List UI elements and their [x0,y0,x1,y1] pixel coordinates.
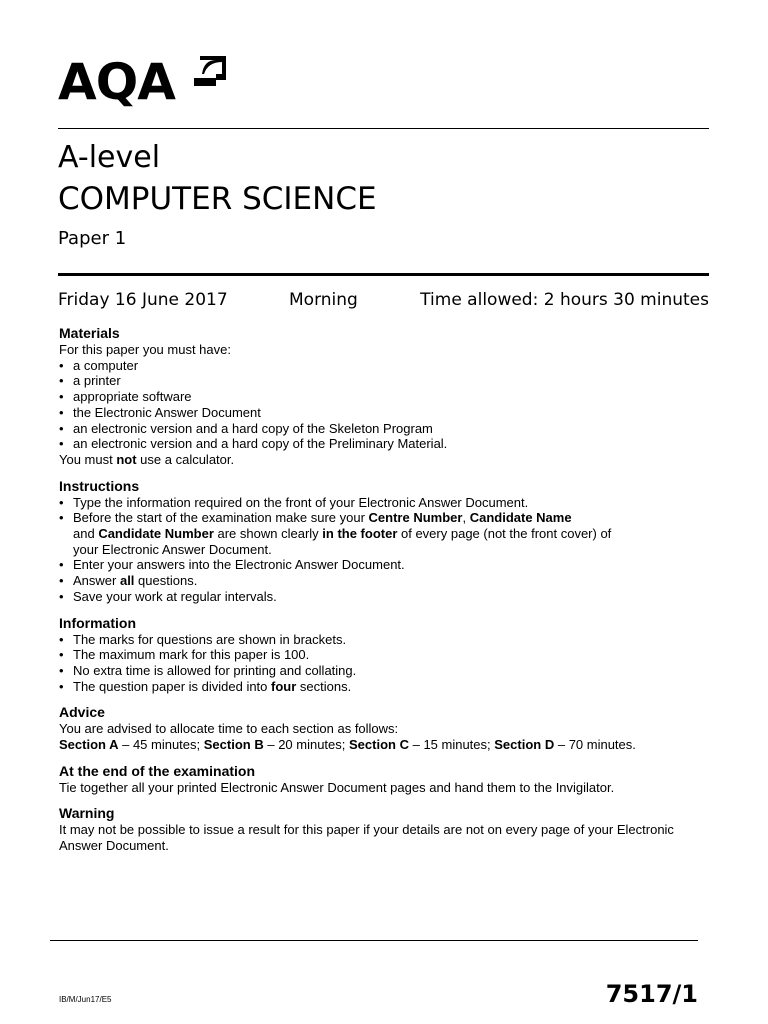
end-heading: At the end of the examination [59,762,256,779]
list-item: • The marks for questions are shown in brackets. [59,632,719,648]
advice-heading: Advice [59,704,105,721]
instructions-list [59,495,719,605]
instructions-section [59,478,719,605]
header-divider [58,128,709,129]
advice-intro: You are advised to allocate time to each section as follows: [59,721,399,737]
paper-code: 7517/1 [605,980,698,1008]
exam-session: Morning [289,290,358,310]
list-item: • an electronic version and a hard copy of the Preliminary Material. [59,436,719,452]
exam-date: Friday 16 June 2017 [58,290,228,310]
qualification-level: A-level [58,140,161,175]
instructions-heading: Instructions [59,477,140,494]
list-item: • Answer all questions. [59,573,719,589]
materials-heading: Materials [59,325,120,341]
information-heading: Information [59,614,136,631]
cover-content [59,325,719,864]
list-item: • a computer [59,358,719,374]
list-item: • Enter your answers into the Electronic Answer Document. [59,557,719,573]
information-section [59,615,719,695]
warning-text: It may not be possible to issue a result for this paper if your details are not on every page of your Electronic Answer Document. [59,822,674,854]
list-item: • Save your work at regular intervals. [59,589,719,605]
list-item: • Type the information required on the front of your Electronic Answer Document. [59,495,719,511]
list-item: • The maximum mark for this paper is 100. [59,647,719,663]
list-item: • The question paper is divided into four sections. [59,679,719,695]
subject-title: COMPUTER SCIENCE [58,181,377,217]
list-item: • Before the start of the examination make sure your Centre Number, Candidate Name and Candidate Number are shown clearly in the footer of every page (not the front cover) of your Electronic Answer Document. [59,510,719,557]
list-item: • the Electronic Answer Document [59,405,719,421]
footer-divider [50,940,698,941]
section-timings: Section A – 45 minutes; Section B – 20 minutes; Section C – 15 minutes; Section D – 70 minutes. [59,737,636,753]
information-list [59,632,719,695]
list-item: • appropriate software [59,389,719,405]
leaf-icon [192,54,228,88]
list-item: • No extra time is allowed for printing and collating. [59,663,719,679]
list-item: • an electronic version and a hard copy of the Skeleton Program [59,421,719,437]
calculator-note: You must not use a calculator. [59,451,235,467]
warning-section [59,805,719,853]
list-item: • a printer [59,373,719,389]
end-text: Tie together all your printed Electronic Answer Document pages and hand them to the Invigilator. [59,779,615,795]
warning-heading: Warning [59,805,115,822]
materials-section [59,325,719,468]
document-code: IB/M/Jun17/E5 [59,995,112,1004]
materials-intro: For this paper you must have: [59,342,231,357]
materials-list [59,358,719,452]
logo-text: AQA [58,53,175,111]
end-section [59,763,719,796]
advice-section [59,704,719,752]
title-divider [58,273,709,276]
time-allowed: Time allowed: 2 hours 30 minutes [420,290,709,310]
paper-number: Paper 1 [58,228,127,249]
aqa-logo [58,54,230,110]
